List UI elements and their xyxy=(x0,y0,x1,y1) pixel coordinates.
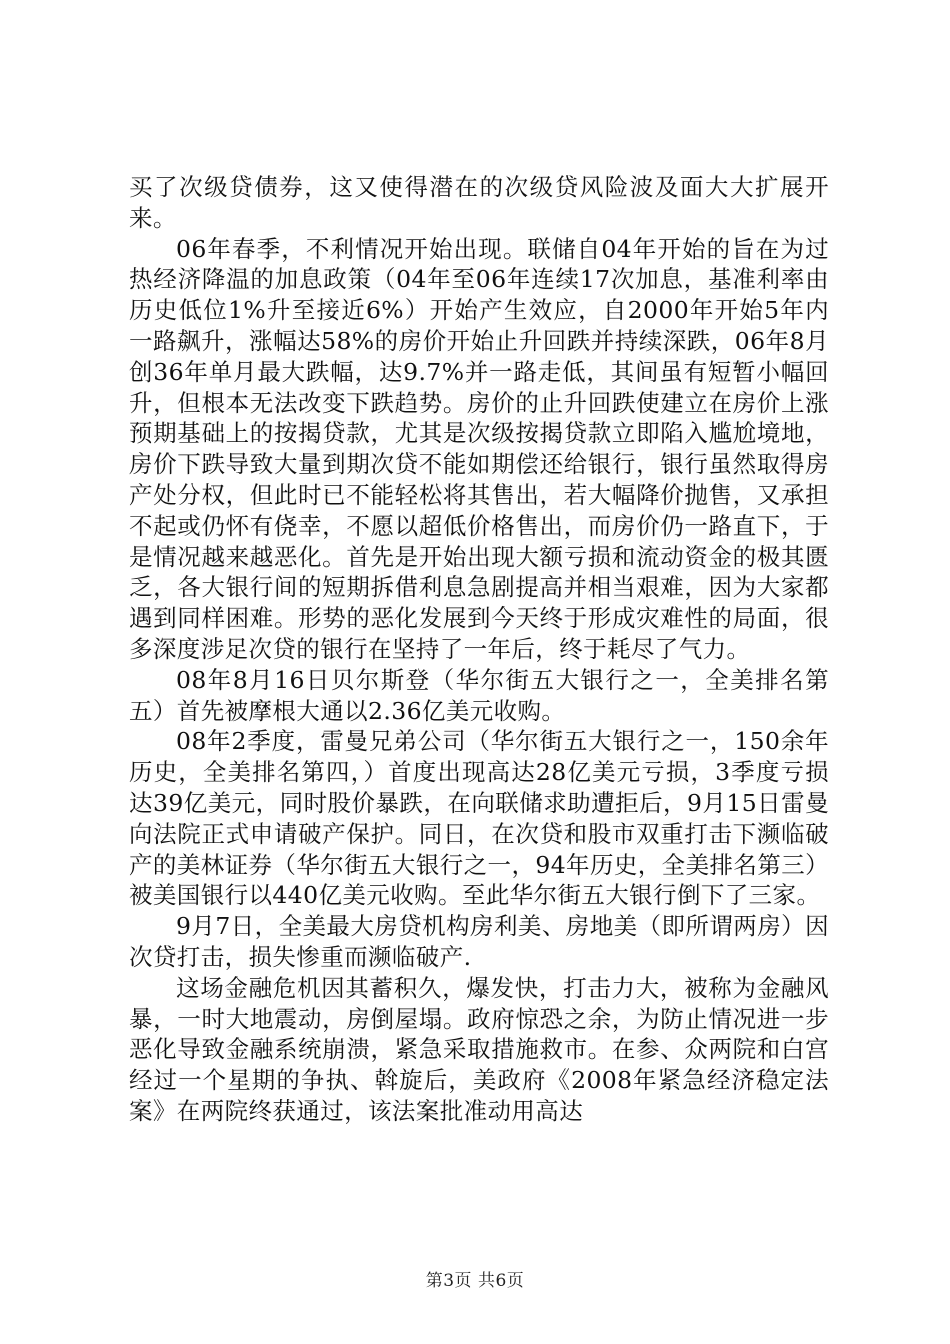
paragraph-bear-stearns: 08年8月16日贝尔斯登（华尔街五大银行之一，全美排名第五）首先被摩根大通以2.36亿美元收购。 xyxy=(129,665,829,725)
paragraph-lehman-brothers: 08年2季度，雷曼兄弟公司（华尔街五大银行之一，150余年历史，全美排名第四，）首度出现高达28亿美元亏损，3季度亏损达39亿美元，同时股价暴跌，在向联储求助遭拒后，9月15日雷曼向法院正式申请破产保护。同日，在次贷和股市双重打击下濒临破产的美林证券（华尔街五大银行之一，94年历史，全美排名第三）被美国银行以440亿美元收购。至此华尔街五大银行倒下了三家。 xyxy=(129,727,829,910)
document-body xyxy=(129,172,829,1127)
paragraph-fannie-freddie: 9月7日，全美最大房贷机构房利美、房地美（即所谓两房）因次贷打击，损失惨重而濒临破产. xyxy=(129,912,829,971)
paragraph-financial-storm: 这场金融危机因其蓄积久，爆发快，打击力大，被称为金融风暴，一时大地震动，房倒屋塌。政府惊恐之余，为防止情况进一步恶化导致金融系统崩溃，紧急采取措施救市。在参、众两院和白宫经过一个星期的争执、斡旋后，美政府《2008年紧急经济稳定法案》在两院终获通过，该法案批准动用高达 xyxy=(129,973,829,1125)
page-number-footer: 第3页 共6页 xyxy=(425,1271,525,1291)
paragraph-spring-2006: 06年春季，不利情况开始出现。联储自04年开始的旨在为过热经济降温的加息政策（04年至06年连续17次加息，基准利率由历史低位1%升至接近6%）开始产生效应，自2000年开始5年内一路飙升，涨幅达58%的房价开始止升回跌并持续深跌，06年8月创36年单月最大跌幅，达9.7%并一路走低，其间虽有短暂小幅回升，但根本无法改变下跌趋势。房价的止升回跌使建立在房价上涨预期基础上的按揭贷款，尤其是次级按揭贷款立即陷入尴尬境地，房价下跌导致大量到期次贷不能如期偿还给银行，银行虽然取得房产处分权，但此时已不能轻松将其售出，若大幅降价抛售，又承担不起或仍怀有侥幸，不愿以超低价格售出，而房价仍一路直下，于是情况越来越恶化。首先是开始出现大额亏损和流动资金的极其匮乏，各大银行间的短期拆借利息急剧提高并相当艰难，因为大家都遇到同样困难。形势的恶化发展到今天终于形成灾难性的局面，很多深度涉足次贷的银行在坚持了一年后，终于耗尽了气力。 xyxy=(129,234,829,663)
paragraph-continuation: 买了次级贷债券，这又使得潜在的次级贷风险波及面大大扩展开来。 xyxy=(129,173,829,232)
